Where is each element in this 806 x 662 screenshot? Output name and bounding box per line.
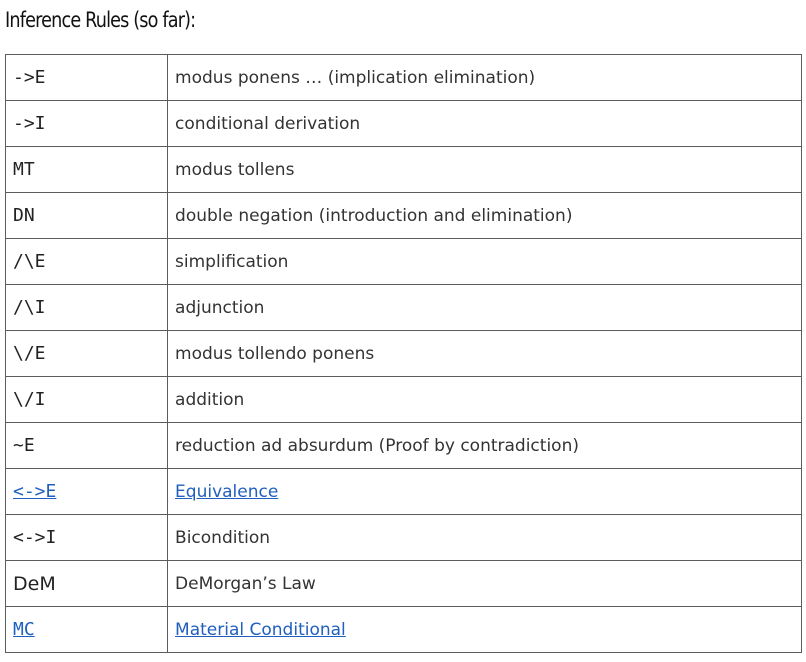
description-cell <box>168 607 802 653</box>
description-cell <box>168 239 802 285</box>
description-cell <box>168 55 802 101</box>
inference-rules-table <box>5 54 802 653</box>
rule-symbol: <->I <box>13 527 57 548</box>
description-link[interactable]: Equivalence <box>175 481 279 502</box>
table-row <box>6 515 802 561</box>
rules-table-body <box>6 55 802 653</box>
rule-symbol: DeM <box>13 572 56 595</box>
rule-cell <box>6 147 168 193</box>
rule-cell <box>6 607 168 653</box>
rule-link[interactable]: MC <box>13 619 35 640</box>
description-cell <box>168 331 802 377</box>
rule-description: conditional derivation <box>175 113 361 134</box>
table-row <box>6 469 802 515</box>
rule-cell <box>6 331 168 377</box>
rule-cell <box>6 377 168 423</box>
rule-cell <box>6 193 168 239</box>
table-row <box>6 331 802 377</box>
description-cell <box>168 561 802 607</box>
rule-link[interactable]: <->E <box>13 481 57 502</box>
rule-cell <box>6 239 168 285</box>
table-row <box>6 239 802 285</box>
description-cell <box>168 515 802 561</box>
rule-symbol: DN <box>13 205 35 226</box>
table-row <box>6 147 802 193</box>
page-heading: Inference Rules (so far): <box>5 8 196 32</box>
rule-cell <box>6 515 168 561</box>
table-row <box>6 423 802 469</box>
rule-symbol: ~E <box>13 435 35 456</box>
rule-description: modus ponens … (implication elimination) <box>175 67 536 88</box>
rule-cell <box>6 55 168 101</box>
description-link[interactable]: Material Conditional <box>175 619 346 640</box>
description-cell <box>168 285 802 331</box>
rule-cell <box>6 285 168 331</box>
description-cell <box>168 423 802 469</box>
rule-description: Bicondition <box>175 527 271 548</box>
table-row <box>6 607 802 653</box>
table-row <box>6 561 802 607</box>
rule-description: modus tollendo ponens <box>175 343 375 364</box>
rule-symbol: /\E <box>13 251 46 272</box>
rule-symbol: ->I <box>13 113 46 134</box>
rule-symbol: MT <box>13 159 35 180</box>
rule-cell <box>6 561 168 607</box>
table-row <box>6 285 802 331</box>
rule-cell <box>6 423 168 469</box>
description-cell <box>168 147 802 193</box>
rule-description: addition <box>175 389 245 410</box>
rule-description: simplification <box>175 251 289 272</box>
rule-symbol: \/E <box>13 343 46 364</box>
description-cell <box>168 193 802 239</box>
description-cell <box>168 101 802 147</box>
rule-cell <box>6 101 168 147</box>
description-cell <box>168 377 802 423</box>
rule-cell <box>6 469 168 515</box>
table-row <box>6 193 802 239</box>
description-cell <box>168 469 802 515</box>
rule-symbol: ->E <box>13 67 46 88</box>
rule-symbol: \/I <box>13 389 46 410</box>
rule-symbol: /\I <box>13 297 46 318</box>
rule-description: adjunction <box>175 297 265 318</box>
table-row <box>6 377 802 423</box>
table-row <box>6 55 802 101</box>
rule-description: modus tollens <box>175 159 295 180</box>
rule-description: double negation (introduction and elimination) <box>175 205 573 226</box>
table-row <box>6 101 802 147</box>
rule-description: reduction ad absurdum (Proof by contradiction) <box>175 435 579 456</box>
rule-description: DeMorgan’s Law <box>175 573 316 594</box>
